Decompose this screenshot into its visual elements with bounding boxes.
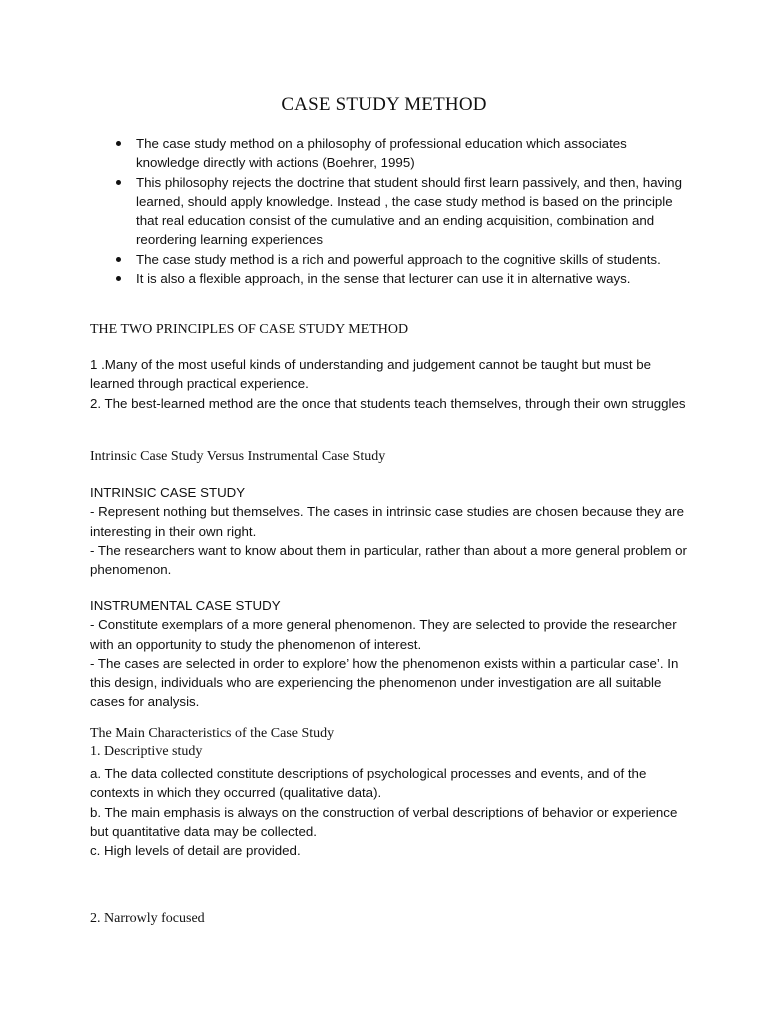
bullet-dot-icon (116, 257, 121, 262)
intrinsic-section (90, 483, 690, 579)
characteristic-subitem: a. The data collected constitute descriptions of psychological processes and events, and of the contexts in which they occurred (qualitative data). (90, 766, 647, 801)
characteristic-item-2: 2. Narrowly focused (90, 911, 205, 926)
bullet-dot-icon (116, 180, 121, 185)
bullet-text: The case study method on a philosophy of professional education which associates knowledge directly with actions (Boehrer, 1995) (136, 136, 627, 171)
bullet-dot-icon (116, 141, 121, 146)
instrumental-point: - Constitute exemplars of a more general phenomenon. They are selected to provide the researcher with an opportunity to study the phenomenon of interest. (90, 617, 677, 652)
bullet-item (92, 269, 692, 288)
characteristic-subitem: c. High levels of detail are provided. (90, 843, 301, 859)
characteristics-subitems (90, 764, 690, 860)
bullet-text: The case study method is a rich and powerful approach to the cognitive skills of students. (136, 251, 661, 267)
bullet-item (92, 134, 692, 173)
bullet-list (92, 134, 692, 288)
intrinsic-point: - The researchers want to know about them in particular, rather than about a more general problem or phenomenon. (90, 542, 687, 578)
intrinsic-title: INTRINSIC CASE STUDY (90, 485, 246, 500)
comparison-heading: Intrinsic Case Study Versus Instrumental Case Study (90, 449, 386, 464)
instrumental-point: - The cases are selected in order to explore’ how the phenomenon exists within a particular case’. In this design, individuals who are experiencing the phenomenon under investigation are all suitable cases for analysis. (90, 655, 679, 710)
principle-item: 1 .Many of the most useful kinds of understanding and judgement cannot be taught but must be learned through practical experience. (90, 357, 652, 392)
principles-body (90, 355, 690, 413)
bullet-text: This philosophy rejects the doctrine that student should first learn passively, and then, having learned, should apply knowledge. Instead , the case study method is based on the principle that real education consist of the cumulative and an ending acquisition, combination and reordering learning experiences (136, 174, 682, 248)
document-title: CASE STUDY METHOD (281, 94, 487, 115)
characteristic-item-1: 1. Descriptive study (90, 744, 203, 759)
principle-item: 2. The best-learned method are the once that students teach themselves, through their own struggles (90, 395, 686, 411)
intrinsic-point: - Represent nothing but themselves. The cases in intrinsic case studies are chosen because they are interesting in their own right. (90, 504, 685, 539)
bullet-dot-icon (116, 276, 121, 281)
characteristic-subitem: b. The main emphasis is always on the construction of verbal descriptions of behavior or experience but quantitative data may be collected. (90, 804, 678, 839)
bullet-item (92, 173, 692, 250)
bullet-text: It is also a flexible approach, in the sense that lecturer can use it in alternative ways. (136, 271, 631, 287)
instrumental-title: INSTRUMENTAL CASE STUDY (90, 598, 281, 613)
bullet-item (92, 250, 692, 269)
instrumental-section (90, 596, 690, 712)
characteristics-heading: The Main Characteristics of the Case Study (90, 726, 335, 741)
principles-heading: THE TWO PRINCIPLES OF CASE STUDY METHOD (90, 322, 409, 337)
